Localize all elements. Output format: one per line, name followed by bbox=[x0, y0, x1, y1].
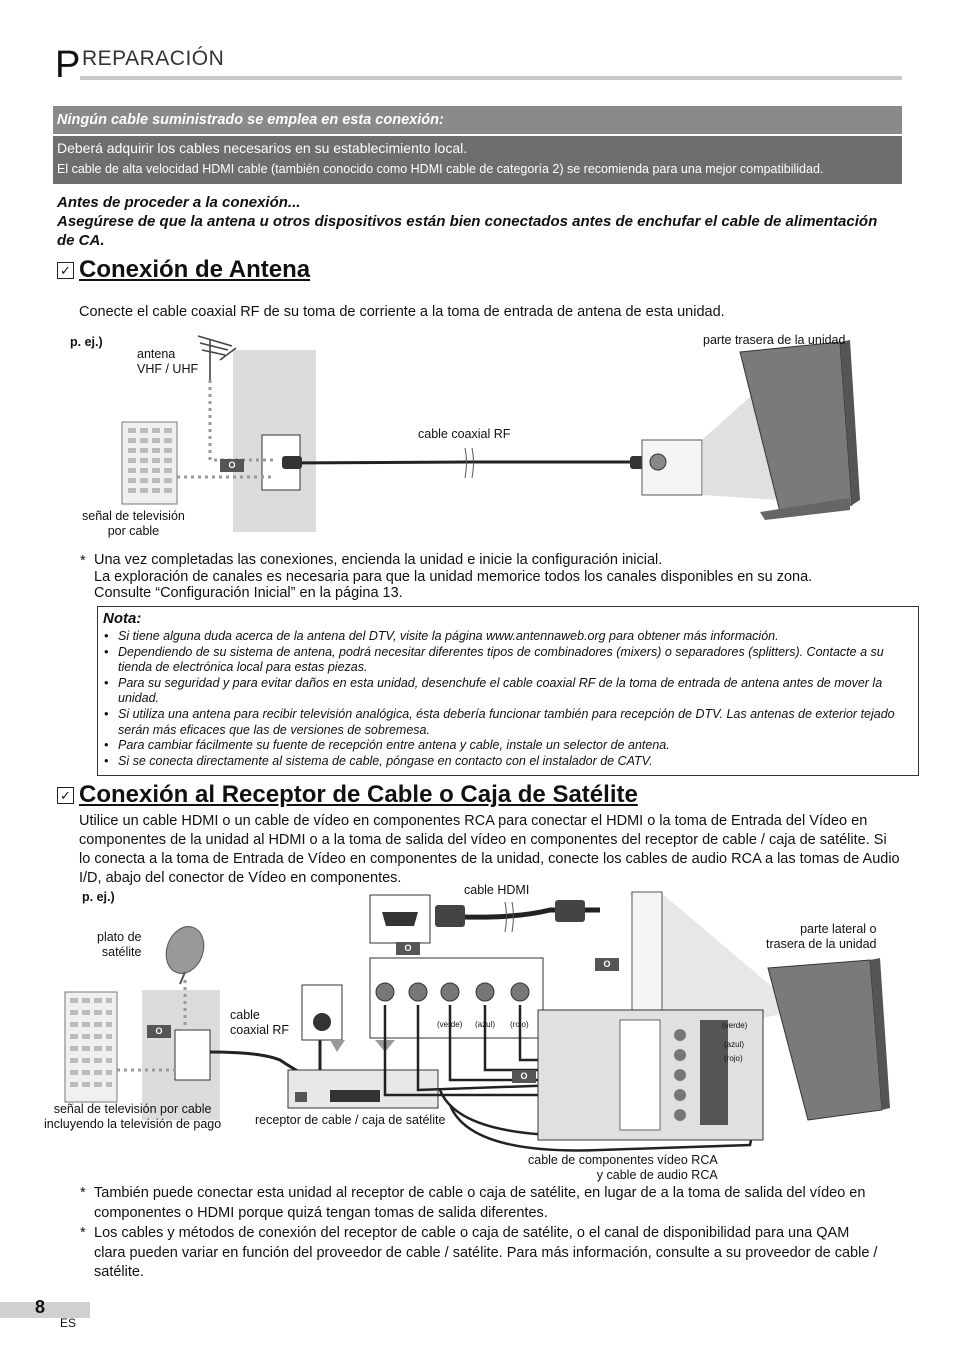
antenna-diagram bbox=[60, 330, 880, 545]
coax-plug-left bbox=[282, 456, 302, 469]
dish-label: plato de satélite bbox=[97, 930, 142, 959]
blue-label: (azul) bbox=[475, 1020, 496, 1029]
warning-line1: Antes de proceder a la conexión... bbox=[57, 194, 301, 211]
list-item: • Si se conecta directamente al sistema de cable, póngase en contacto con el instalador de CATV. bbox=[104, 753, 653, 768]
or-badge: O bbox=[595, 958, 619, 971]
antenna-label: antena VHF / UHF bbox=[137, 347, 199, 376]
cable-section-title: Conexión al Receptor de Cable o Caja de Satélite bbox=[79, 781, 638, 808]
antenna-intro: Conecte el cable coaxial RF de su toma de corriente a la toma de entrada de antena de esta unidad. bbox=[79, 304, 725, 320]
or-badge: O bbox=[147, 1025, 171, 1038]
rear-panel-zoom bbox=[642, 440, 702, 495]
wall-outlet bbox=[175, 1030, 210, 1080]
side-panel bbox=[632, 892, 662, 1022]
hdmi-plug-left bbox=[435, 905, 465, 927]
list-item: • Para cambiar fácilmente su fuente de recepción entre antena y cable, instale un selector de antena. bbox=[104, 738, 670, 753]
cable-note-1: También puede conectar esta unidad al receptor de cable o caja de satélite, en lugar de a la toma de salida del vídeo en componentes o HDMI porque quizá tengan tomas de salida diferentes. bbox=[94, 1185, 866, 1221]
cable-intro: Utilice un cable HDMI o un cable de vídeo en componentes RCA para conectar el HDMI o la toma de Entrada del Vídeo en componentes de la unidad al HDMI o a la toma de salida del vídeo en componentes del receptor de cable / caja de satélite. Si lo conecta a la toma de Entrada de Vídeo en componentes de la unidad, conecte los cables de audio RCA a las tomas de Audio I/D, abajo del conector de Vídeo en componentes. bbox=[79, 813, 900, 886]
warning-line2: Asegúrese de que la antena u otros dispositivos están bien conectados antes de enchufar el cable de alimentación de CA. bbox=[57, 213, 878, 249]
list-item: • Si tiene alguna duda acerca de la antena del DTV, visite la página www.antennaweb.org para obtener más información. bbox=[104, 629, 779, 643]
banner-line2: El cable de alta velocidad HDMI cable (también conocido como HDMI cable de categoría 2) se recomienda para una mejor compatibilidad. bbox=[57, 162, 824, 176]
asterisk: * bbox=[80, 1225, 86, 1241]
unit-blue-label: (azul) bbox=[724, 1040, 745, 1049]
unit-red-label: (rojo) bbox=[724, 1054, 743, 1063]
signal-label: señal de televisión por cable bbox=[82, 509, 185, 538]
side-rear-label: parte lateral o trasera de la unidad bbox=[766, 922, 877, 951]
red-label: (rojo) bbox=[510, 1020, 529, 1029]
banner-line1: Deberá adquirir los cables necesarios en su establecimiento local. bbox=[57, 140, 468, 156]
coax-cable-label: cable coaxial RF bbox=[418, 427, 511, 441]
cable-example-label: p. ej.) bbox=[82, 890, 115, 904]
receiver-icon bbox=[288, 1070, 438, 1108]
page-title: REPARACIÓN bbox=[82, 47, 225, 70]
header-initial: P bbox=[55, 44, 81, 86]
signal-pay-label: señal de televisión por cable incluyendo la televisión de pago bbox=[44, 1102, 222, 1131]
antenna-example-label: p. ej.) bbox=[70, 335, 103, 349]
antenna-note: Una vez completadas las conexiones, encienda la unidad e inicie la configuración inicial. La exploración de canales es necesaria para que la unidad memorice todos los canales disponibles en su zona. Consulte “Configuración Inicial” en la página 13. bbox=[94, 552, 813, 601]
banner-body bbox=[53, 136, 902, 184]
language-code: ES bbox=[60, 1316, 77, 1330]
cable-note-2: Los cables y métodos de conexión del receptor de cable o caja de satélite, o el canal de disponibilidad para una QAM clara pueden variar en función del proveedor de cable / satélite. Para más información, consulte a su proveedor de cable / satélite. bbox=[94, 1225, 878, 1280]
rf-cable-label: cable coaxial RF bbox=[230, 1008, 290, 1037]
rear-label: parte trasera de la unidad bbox=[703, 333, 846, 347]
banner-heading: Ningún cable suministrado se emplea en esta conexión: bbox=[53, 106, 902, 134]
tv-side-icon bbox=[768, 958, 890, 1120]
unit-green-label: (verde) bbox=[722, 1021, 748, 1030]
info-banner bbox=[53, 106, 902, 184]
list-item: • Si utiliza una antena para recibir televisión analógica, ésta debería funcionar también para recepción de DTV. Las antenas de exterior tejado serán más eficaces que las de versiones de sobremesa. bbox=[104, 706, 895, 737]
or-badge: O bbox=[220, 459, 244, 472]
coax-cable bbox=[282, 462, 640, 463]
asterisk: * bbox=[80, 553, 86, 569]
checkbox-icon: ✓ bbox=[57, 787, 74, 804]
nota-box bbox=[97, 606, 919, 776]
list-item: • Para su seguridad y para evitar daños en esta unidad, desenchufe el cable coaxial RF de la toma de entrada de antena antes de mover la unidad. bbox=[104, 675, 883, 706]
hdmi-plug-right bbox=[555, 900, 585, 922]
or-badge: O bbox=[512, 1070, 536, 1083]
or-badge: O bbox=[396, 942, 420, 955]
antenna-icon bbox=[198, 336, 236, 380]
asterisk: * bbox=[80, 1185, 86, 1201]
green-label: (verde) bbox=[437, 1020, 463, 1029]
hdmi-cable-label: cable HDMI bbox=[464, 883, 530, 897]
component-cable-label: cable de componentes vídeo RCA y cable de audio RCA bbox=[528, 1153, 718, 1182]
antenna-section-title: Conexión de Antena bbox=[79, 256, 311, 283]
list-item: • Dependiendo de su sistema de antena, podrá necesitar diferentes tipos de combinadores (mixers) o separadores (splitters). Contacte a su tienda de electrónica local para estas piezas. bbox=[104, 644, 884, 675]
nota-title: Nota: bbox=[103, 610, 142, 627]
warning-text bbox=[57, 193, 897, 250]
satellite-dish-icon bbox=[160, 921, 210, 984]
page-number: 8 bbox=[35, 1297, 46, 1317]
checkbox-icon: ✓ bbox=[57, 262, 74, 279]
nota-list bbox=[104, 629, 910, 769]
receiver-zoom bbox=[302, 985, 342, 1040]
receiver-label: receptor de cable / caja de satélite bbox=[255, 1113, 446, 1127]
header-rule bbox=[80, 76, 902, 80]
cable-diagram bbox=[40, 880, 910, 1185]
